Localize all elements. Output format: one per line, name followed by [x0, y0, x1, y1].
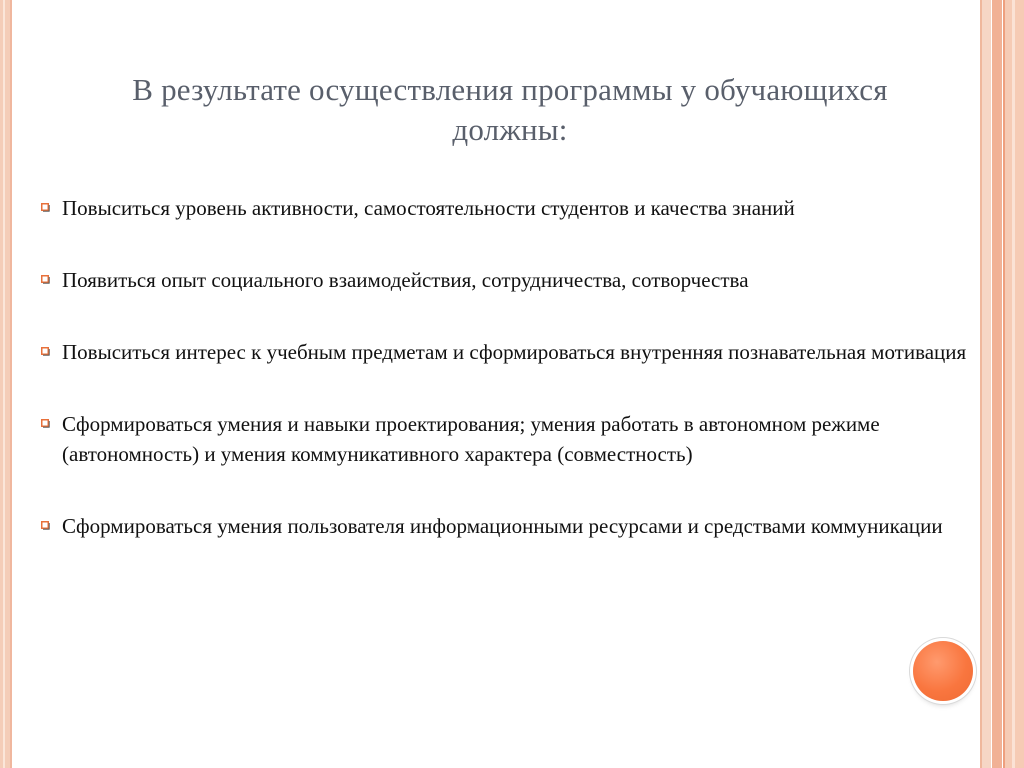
right-decorative-stripe-1	[980, 0, 991, 768]
right-decorative-stripe-2	[992, 0, 1002, 768]
left-decorative-stripe	[0, 0, 12, 768]
bullet-text: Сформироваться умения и навыки проектирования; умения работать в автономном режиме (автономность) и умения коммуникативного характера (совместность)	[62, 412, 880, 466]
orange-circle-decoration	[913, 641, 973, 701]
bullet-text: Повыситься уровень активности, самостоятельности студентов и качества знаний	[62, 196, 795, 220]
hollow-square-bullet-icon	[41, 419, 50, 428]
hollow-square-bullet-icon	[41, 521, 50, 530]
bullet-item	[38, 265, 968, 295]
hollow-square-bullet-icon	[41, 275, 50, 284]
hollow-square-bullet-icon	[41, 203, 50, 212]
bullet-item	[38, 409, 968, 469]
bullet-text: Повыситься интерес к учебным предметам и сформироваться внутренняя познавательная мотивация	[62, 340, 967, 364]
left-decorative-stripe-highlight	[3, 0, 5, 768]
slide-title: В результате осуществления программы у обучающихся должны:	[132, 72, 888, 147]
right-decorative-stripe-highlight	[1012, 0, 1015, 768]
bullet-text: Сформироваться умения пользователя информационными ресурсами и средствами коммуникации	[62, 514, 943, 538]
bullet-list	[38, 193, 968, 583]
bullet-text: Появиться опыт социального взаимодействия, сотрудничества, сотворчества	[62, 268, 749, 292]
bullet-item	[38, 511, 968, 541]
bullet-item	[38, 337, 968, 367]
hollow-square-bullet-icon	[41, 347, 50, 356]
bullet-item	[38, 193, 968, 223]
